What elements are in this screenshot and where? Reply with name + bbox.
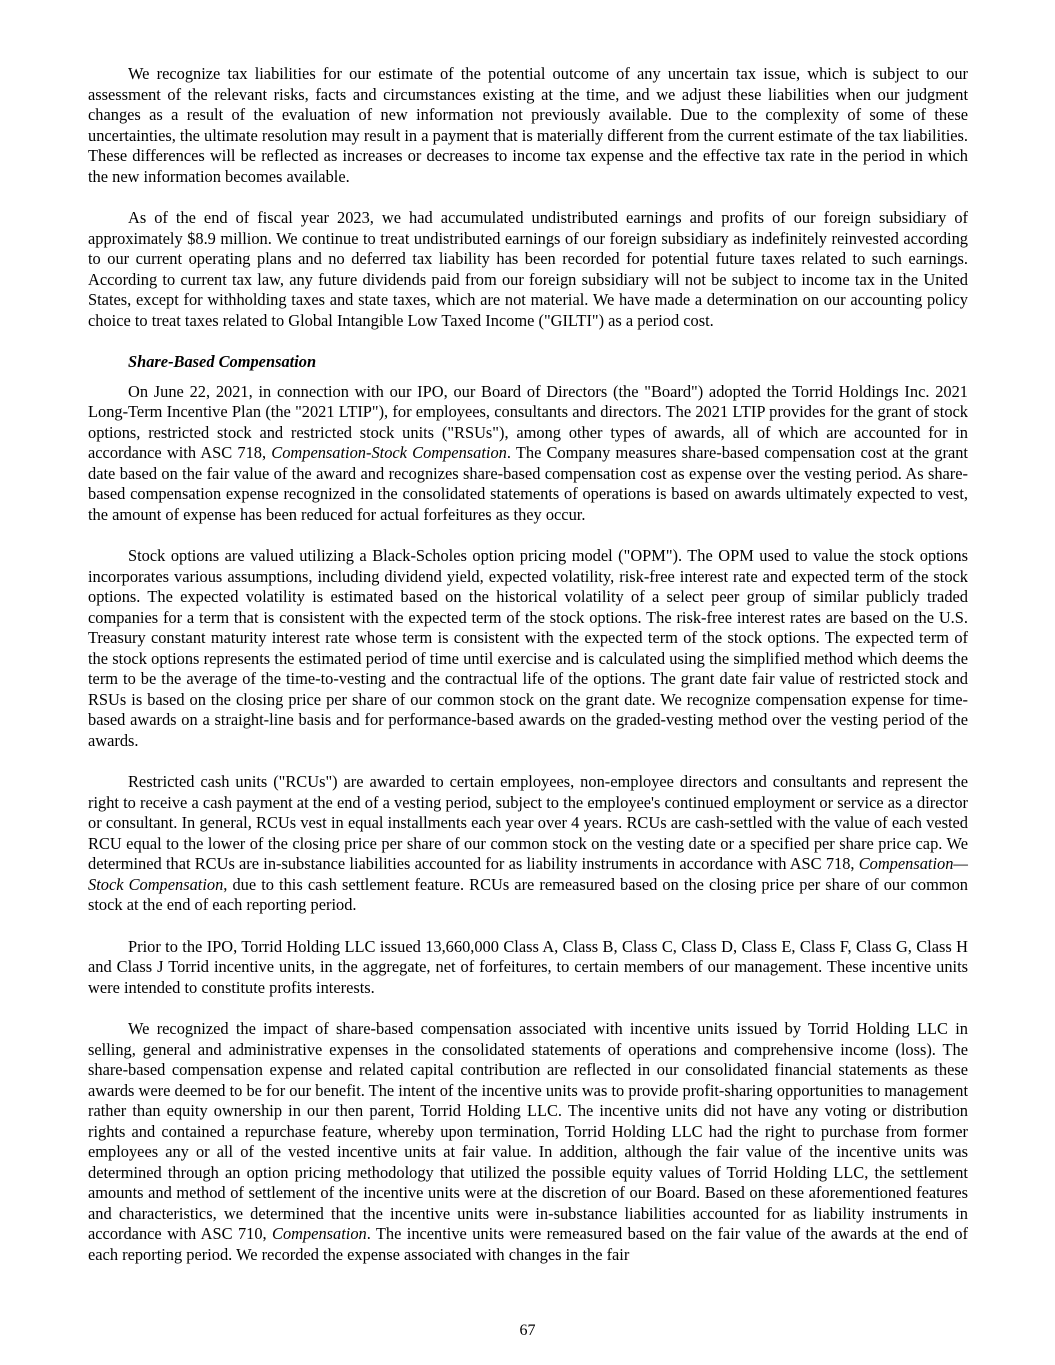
paragraph-incentive-units-issued: Prior to the IPO, Torrid Holding LLC issued 13,660,000 Class A, Class B, Class C, Class D, Class E, Class F, Class G, Class H and Class J Torrid incentive units, in the aggregate, net of forfeitures, to certain members of our management. These incentive units were intended to constitute profits interests. xyxy=(88,936,968,997)
paragraph-ltip-adoption: On June 22, 2021, in connection with our IPO, our Board of Directors (the "Board") adopted the Torrid Holdings Inc. 2021 Long-Term Incentive Plan (the "2021 LTIP"), for employees, consultants and directors. The 2021 LTIP provides for the grant of stock options, restricted stock and restricted stock units ("RSUs"), among other types of awards, all of which are accounted for in accordance with ASC 718, Compensation-Stock Compensation. The Company measures share-based compensation cost at the grant date based on the fair value of the award and recognizes share-based compensation cost as expense over the vesting period. As share-based compensation expense recognized in the consolidated statements of operations is based on awards ultimately expected to vest, the amount of expense has been reduced for actual forfeitures as they occur. xyxy=(88,381,968,524)
page-number: 67 xyxy=(519,1322,536,1339)
paragraph-undistributed-earnings: As of the end of fiscal year 2023, we had accumulated undistributed earnings and profits of our foreign subsidiary of approximately $8.9 million. We continue to treat undistributed earnings of our foreign subsidiary as indefinitely reinvested according to our current operating plans and no deferred tax liability has been recorded for potential future taxes related to such earnings. According to current tax law, any future dividends paid from our foreign subsidiary will not be subject to income tax in the United States, except for withholding taxes and state taxes, which are not material. We have made a determination on our accounting policy choice to treat taxes related to Global Intangible Low Taxed Income ("GILTI") as a period cost. xyxy=(88,208,968,330)
paragraph-restricted-cash-units: Restricted cash units ("RCUs") are awarded to certain employees, non-employee directors and consultants and represent the right to receive a cash payment at the end of a vesting period, subject to the employee's continued employment or service as a director or consultant. In general, RCUs vest in equal installments each year over 4 years. RCUs are cash-settled with the value of each vested RCU equal to the lower of the closing price per share of our common stock on the vesting date or a specified per share price cap. We determined that RCUs are in-substance liabilities accounted for as liability instruments in accordance with ASC 718, Compensation—Stock Compensation, due to this cash settlement feature. RCUs are remeasured based on the closing price per share of our common stock at the end of each reporting period. xyxy=(88,772,968,914)
section-heading-share-based-compensation: Share-Based Compensation xyxy=(128,352,317,371)
document-body xyxy=(88,64,968,1286)
paragraph-incentive-units-accounting: We recognized the impact of share-based compensation associated with incentive units issued by Torrid Holding LLC in selling, general and administrative expenses in the consolidated statements of operations and comprehensive income (loss). The share-based compensation expense and related capital contribution are reflected in our consolidated financial statements as these awards were deemed to be for our benefit. The intent of the incentive units was to provide profit-sharing opportunities to management rather than equity ownership in our then parent, Torrid Holding LLC. The incentive units did not have any voting or distribution rights and contained a repurchase feature, whereby upon termination, Torrid Holding LLC had the right to purchase from former employees any or all of the vested incentive units at fair value. In addition, although the fair value of the incentive units was determined through an option pricing methodology that utilized the possible equity values of Torrid Holding LLC, the settlement amounts and method of settlement of the incentive units were at the discretion of our Board. Based on these aforementioned features and characteristics, we determined that the incentive units were in-substance liabilities accounted for as liability instruments in accordance with ASC 710, Compensation. The incentive units were remeasured based on the fair value of the awards at the end of each reporting period. We recorded the expense associated with changes in the fair xyxy=(88,1019,969,1264)
paragraph-stock-options-valuation: Stock options are valued utilizing a Black-Scholes option pricing model ("OPM"). The OPM used to value the stock options incorporates various assumptions, including dividend yield, expected volatility, risk-free interest rate and expected term of the stock options. The expected volatility is estimated based on the historical volatility of a select peer group of similar publicly traded companies for a term that is consistent with the expected term of the stock options. The risk-free interest rates are based on the U.S. Treasury constant maturity interest rate whose term is consistent with the expected term of the stock options. The expected term of the stock options represents the estimated period of time until exercise and is calculated using the simplified method which deems the term to be the average of the time-to-vesting and the contractual life of the options. The grant date fair value of restricted stock and RSUs is based on the closing price per share of our common stock on the grant date. We recognize compensation expense for time-based awards on a straight-line basis and for performance-based awards on the graded-vesting method over the vesting period of the awards. xyxy=(88,546,968,750)
paragraph-tax-liabilities: We recognize tax liabilities for our estimate of the potential outcome of any uncertain tax issue, which is subject to our assessment of the relevant risks, facts and circumstances existing at the time, and we adjust these liabilities when our judgment changes as a result of the evaluation of new information not previously available. Due to the complexity of some of these uncertainties, the ultimate resolution may result in a payment that is materially different from the current estimate of the tax liabilities. These differences will be reflected as increases or decreases to income tax expense and the effective tax rate in the period in which the new information becomes available. xyxy=(88,64,968,186)
